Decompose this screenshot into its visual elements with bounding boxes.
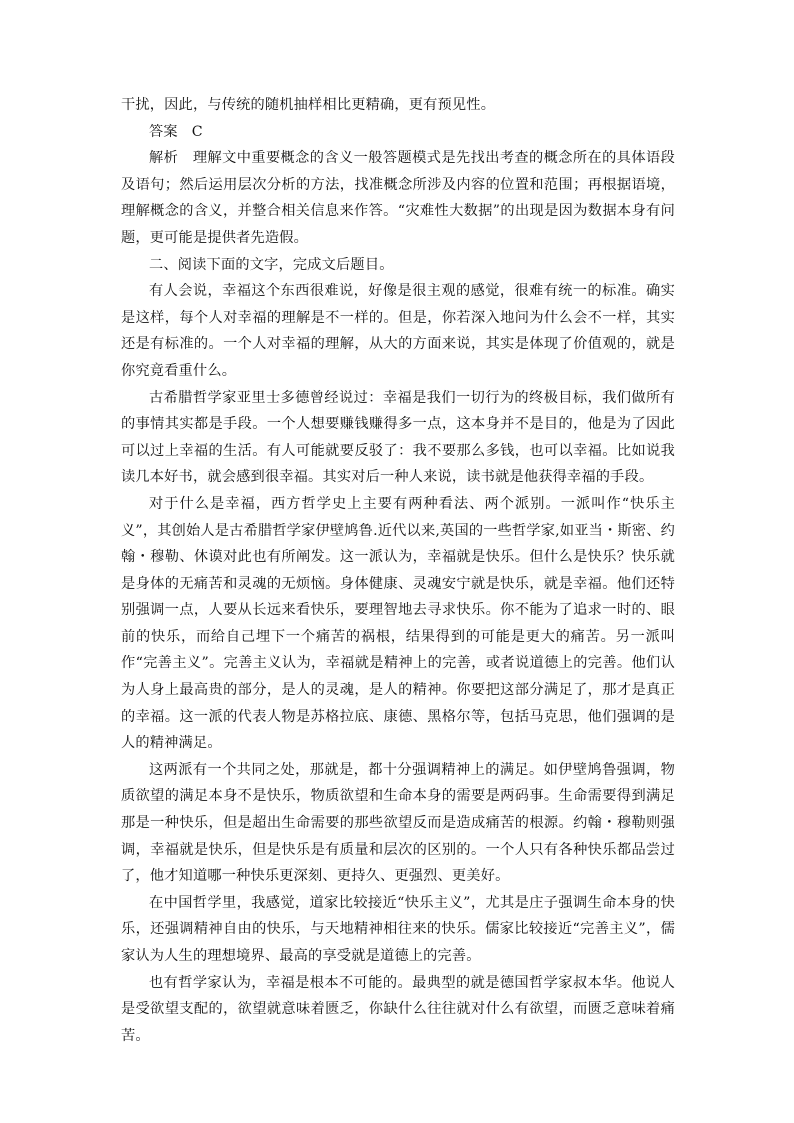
section-title: 二、阅读下面的文字，完成文后题目。 [149, 256, 394, 273]
analysis-text: 理解文中重要概念的含义一般答题模式是先找出考查的概念所在的具体语段及语句；然后运用层次分析的方法，找准概念所涉及内容的位置和范围；再根据语境，理解概念的含义，并整合相关信息来作答。“灾难性大数据”的出现是因为数据本身有问题，更可能是提供者先造假。 [121, 150, 675, 246]
paragraph-5: 在中国哲学里，我感觉，道家比较接近“快乐主义”，尤其是庄子强调生命本身的快乐，还强调精神自由的快乐，与天地精神相往来的快乐。儒家比较接近“完善主义”，儒家认为人生的理想境界、最高的享受就是道德上的完善。 [121, 894, 675, 964]
answer-value: C [191, 123, 203, 140]
paragraph-continuation: 干扰，因此，与传统的随机抽样相比更精确，更有预见性。 [121, 97, 496, 113]
paragraph-2: 古希腊哲学家亚里士多德曾经说过：幸福是我们一切行为的终极目标，我们做所有的事情其实都是手段。一个人想要赚钱赚得多一点，这本身并不是目的，他是为了因此可以过上幸福的生活。有人可能就要反驳了：我不要那么多钱，也可以幸福。比如说我读几本好书，就会感到很幸福。其实对后一种人来说，读书就是他获得幸福的手段。 [121, 389, 675, 486]
answer-line [121, 119, 675, 146]
analysis-label: 解析 [149, 150, 179, 167]
paragraph-4: 这两派有一个共同之处，那就是，都十分强调精神上的满足。如伊壁鸠鲁强调，物质欲望的满足本身不是快乐，物质欲望和生命本身的需要是两码事。生命需要得到满足那是一种快乐，但是超出生命需要的那些欲望反而是造成痛苦的根源。约翰・穆勒则强调，幸福就是快乐，但是快乐是有质量和层次的区别的。一个人只有各种快乐都品尝过了，他才知道哪一种快乐更深刻、更持久、更强烈、更美好。 [121, 761, 675, 885]
paragraph-1: 有人会说，幸福这个东西很难说，好像是很主观的感觉，很难有统一的标准。确实是这样，每个人对幸福的理解是不一样的。但是，你若深入地问为什么会不一样，其实还是有标准的。一个人对幸福的理解，从大的方面来说，其实是体现了价值观的，就是你究竟看重什么。 [121, 283, 675, 379]
paragraph-3: 对于什么是幸福，西方哲学史上主要有两种看法、两个派别。一派叫作“快乐主义”，其创始人是古希腊哲学家伊壁鸠鲁.近代以来,英国的一些哲学家,如亚当・斯密、约翰・穆勒、休谟对此也有所阐发。这一派认为，幸福就是快乐。但什么是快乐？快乐就是身体的无痛苦和灵魂的无烦恼。身体健康、灵魂安宁就是快乐，就是幸福。他们还特别强调一点，人要从长远来看快乐，要理智地去寻求快乐。你不能为了追求一时的、眼前的快乐，而给自己埋下一个痛苦的祸根，结果得到的可能是更大的痛苦。另一派叫作“完善主义”。完善主义认为，幸福就是精神上的完善，或者说道德上的完善。他们认为人身上最高贵的部分，是人的灵魂，是人的精神。你要把这部分满足了，那才是真正的幸福。这一派的代表人物是苏格拉底、康德、黑格尔等，包括马克思，他们强调的是人的精神满足。 [121, 495, 675, 752]
answer-label: 答案 [149, 123, 178, 140]
paragraph-6: 也有哲学家认为，幸福是根本不可能的。最典型的就是德国哲学家叔本华。他说人是受欲望支配的，欲望就意味着匮乏，你缺什么往往就对什么有欲望，而匮乏意味着痛苦。 [121, 974, 675, 1044]
document-body [121, 92, 675, 1049]
analysis-paragraph [121, 145, 675, 251]
